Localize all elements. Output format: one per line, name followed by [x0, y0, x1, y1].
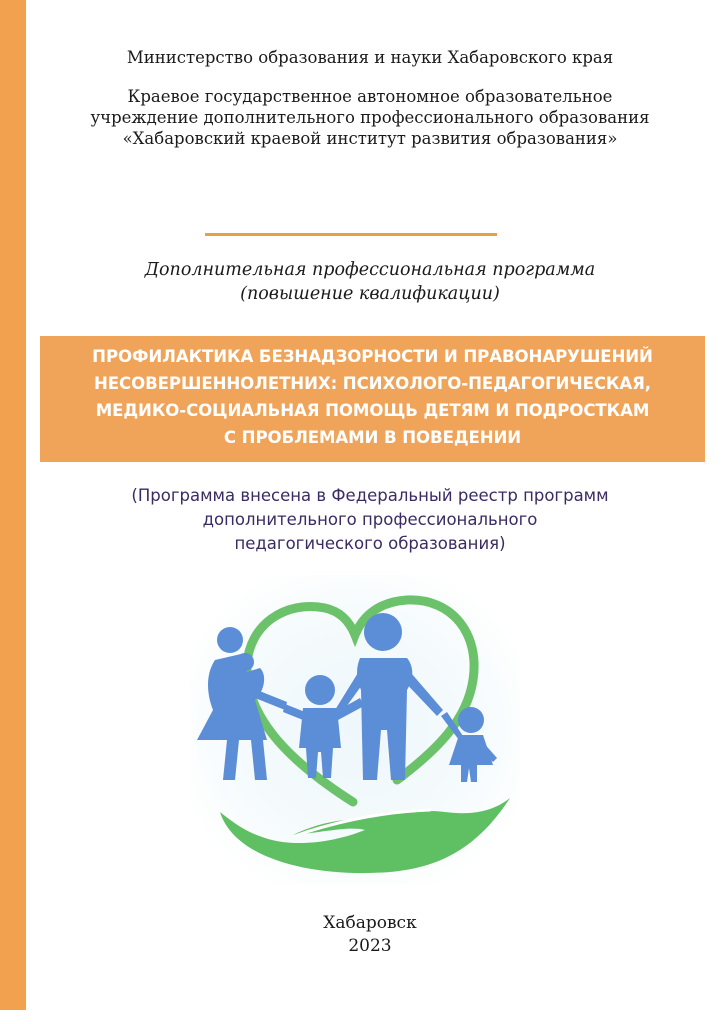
registry-note — [40, 484, 700, 556]
registry-note-line: педагогического образования) — [234, 534, 506, 553]
registry-note-line: (Программа внесена в Федеральный реестр программ — [131, 486, 609, 505]
publication-place — [40, 912, 700, 958]
divider-line — [205, 233, 497, 236]
left-accent-stripe — [0, 0, 26, 1010]
title-line: МЕДИКО-СОЦИАЛЬНАЯ ПОМОЩЬ ДЕТЯМ И ПОДРОСТКАМ — [95, 401, 650, 420]
institution-line: «Хабаровский краевой институт развития образования» — [122, 129, 618, 148]
family-heart-hand-icon — [175, 580, 535, 880]
program-type — [40, 258, 700, 306]
institution-line: Краевое государственное автономное образовательное — [127, 87, 613, 106]
ministry-name: Министерство образования и науки Хабаровского края — [126, 48, 614, 67]
program-type-line: (повышение квалификации) — [240, 284, 500, 304]
title-line: С ПРОБЛЕМАМИ В ПОВЕДЕНИИ — [223, 428, 522, 447]
institution-name — [40, 86, 700, 149]
registry-note-line: дополнительного профессионального — [202, 510, 538, 529]
publication-year: 2023 — [348, 936, 392, 956]
title-line: ПРОФИЛАКТИКА БЕЗНАДЗОРНОСТИ И ПРАВОНАРУШЕНИЙ — [92, 347, 653, 366]
program-title — [40, 343, 705, 451]
city-name: Хабаровск — [323, 913, 417, 933]
institution-line: учреждение дополнительного профессионального образования — [90, 108, 650, 127]
title-line: НЕСОВЕРШЕННОЛЕТНИХ: ПСИХОЛОГО-ПЕДАГОГИЧЕСКАЯ, — [94, 374, 651, 393]
program-type-line: Дополнительная профессиональная программа — [144, 260, 596, 280]
